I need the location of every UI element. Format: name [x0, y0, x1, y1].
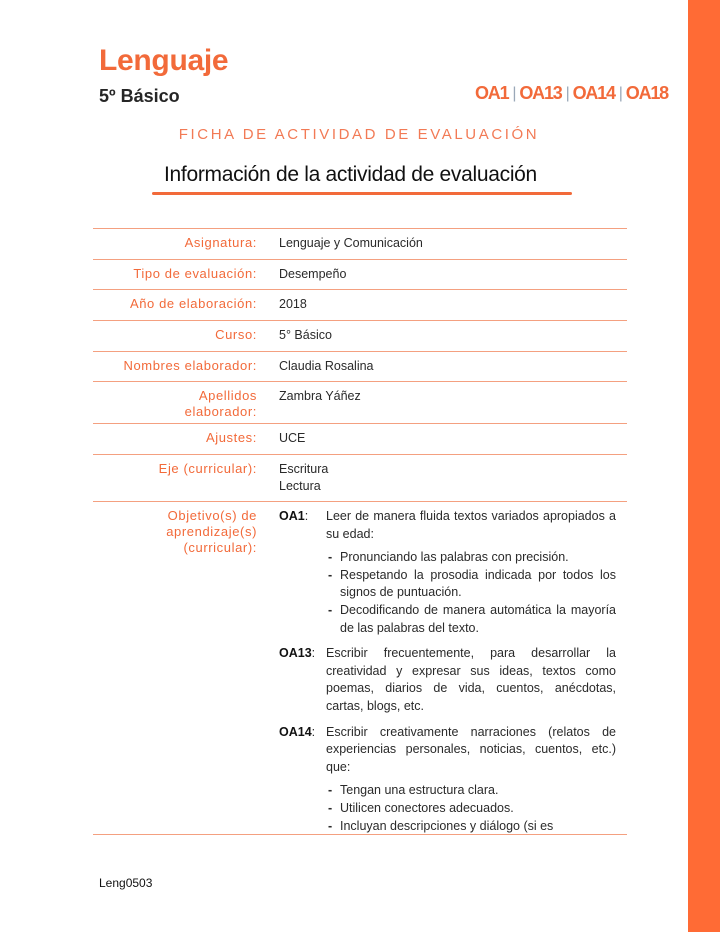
bullet-item: - Pronunciando las palabras con precisión. — [326, 549, 616, 567]
objectives-list — [257, 502, 627, 834]
objective-code: OA1: — [279, 509, 309, 523]
row-value: Desempeño — [279, 267, 347, 281]
oa-code: OA13 — [519, 83, 562, 103]
table-row — [93, 381, 627, 423]
row-label: Curso: — [215, 327, 257, 342]
objective-code-text: OA14 — [279, 724, 312, 739]
table-row — [93, 259, 627, 289]
objective-body — [326, 508, 616, 637]
objective-bullets — [326, 549, 616, 637]
grade-label: 5º Básico — [99, 86, 180, 106]
bullet-item: - Incluyan descripciones y diálogo (si es — [326, 818, 616, 836]
row-value-line: Lectura — [279, 479, 321, 493]
row-value — [257, 455, 328, 501]
objective-code-text: OA1 — [279, 509, 305, 523]
table-row — [93, 454, 627, 501]
title-underline — [152, 192, 572, 195]
bullet-item: - Respetando la prosodia indicada por todos los signos de puntuación. — [326, 567, 616, 602]
table-row — [93, 351, 627, 381]
objective-code: OA14: — [279, 724, 316, 739]
row-label-line: Apellidos — [198, 388, 257, 403]
objective-text: Leer de manera fluida textos variados apropiados a su edad: — [326, 509, 616, 541]
ficha-heading — [0, 126, 720, 143]
objective-bullets — [326, 782, 616, 835]
row-value: UCE — [279, 431, 306, 445]
row-label: Eje (curricular): — [158, 461, 257, 476]
row-value: 2018 — [279, 297, 307, 311]
table-row — [93, 228, 627, 259]
section-title: Información de la actividad de evaluación — [164, 163, 537, 186]
row-value: Zambra Yáñez — [279, 389, 361, 403]
row-label: Ajustes: — [205, 430, 257, 445]
row-label: Año de elaboración: — [129, 296, 257, 311]
row-value: Lenguaje y Comunicación — [279, 236, 423, 250]
separator: | — [618, 84, 622, 102]
row-value-line: Escritura — [279, 462, 329, 476]
row-label-line: elaborador: — [184, 404, 257, 419]
objective-text: Escribir frecuentemente, para desarrollar la creatividad y expresar sus ideas, textos como poemas, diarios de vida, cuentos, anécdotas, cartas, blogs, etc. — [326, 646, 616, 713]
objective-text: Escribir creativamente narraciones (relatos de experiencias personales, noticias, cuentos, etc.) que: — [326, 724, 616, 774]
objective-item — [279, 645, 627, 715]
oa-code: OA18 — [625, 83, 668, 103]
document-code: Leng0503 — [99, 876, 153, 890]
row-value: Claudia Rosalina — [279, 359, 374, 373]
bullet-item: - Tengan una estructura clara. — [326, 782, 616, 800]
oa-code: OA14 — [572, 83, 615, 103]
separator: | — [512, 84, 516, 102]
objective-code-text: OA13 — [279, 646, 312, 661]
row-label: Tipo de evaluación: — [133, 266, 257, 281]
table-row-objectives — [93, 501, 627, 835]
row-label-line: Objetivo(s) de — [167, 508, 257, 523]
objective-body — [326, 645, 616, 715]
objective-code: OA13: — [279, 646, 316, 661]
row-label-line: (curricular): — [183, 540, 257, 555]
row-label: Asignatura: — [184, 235, 257, 250]
bullet-item: - Decodificando de manera automática la mayoría de las palabras del texto. — [326, 602, 616, 637]
objective-body — [326, 724, 616, 835]
row-label — [93, 502, 257, 834]
row-value: 5° Básico — [279, 328, 332, 342]
info-table — [93, 228, 627, 835]
table-row — [93, 289, 627, 320]
table-row — [93, 320, 627, 351]
objective-item — [279, 724, 627, 835]
objective-item — [279, 508, 627, 637]
bullet-item: - Utilicen conectores adecuados. — [326, 800, 616, 818]
row-label: Nombres elaborador: — [123, 358, 257, 373]
separator: | — [565, 84, 569, 102]
ficha-heading-text: FICHA DE ACTIVIDAD DE EVALUACIÓN — [178, 126, 540, 143]
subject-title: Lenguaje — [99, 44, 229, 77]
oa-code: OA1 — [474, 83, 509, 103]
row-label-line: aprendizaje(s) — [166, 524, 257, 539]
table-row — [93, 423, 627, 454]
row-label — [93, 382, 257, 423]
oa-codes-header — [475, 83, 668, 104]
